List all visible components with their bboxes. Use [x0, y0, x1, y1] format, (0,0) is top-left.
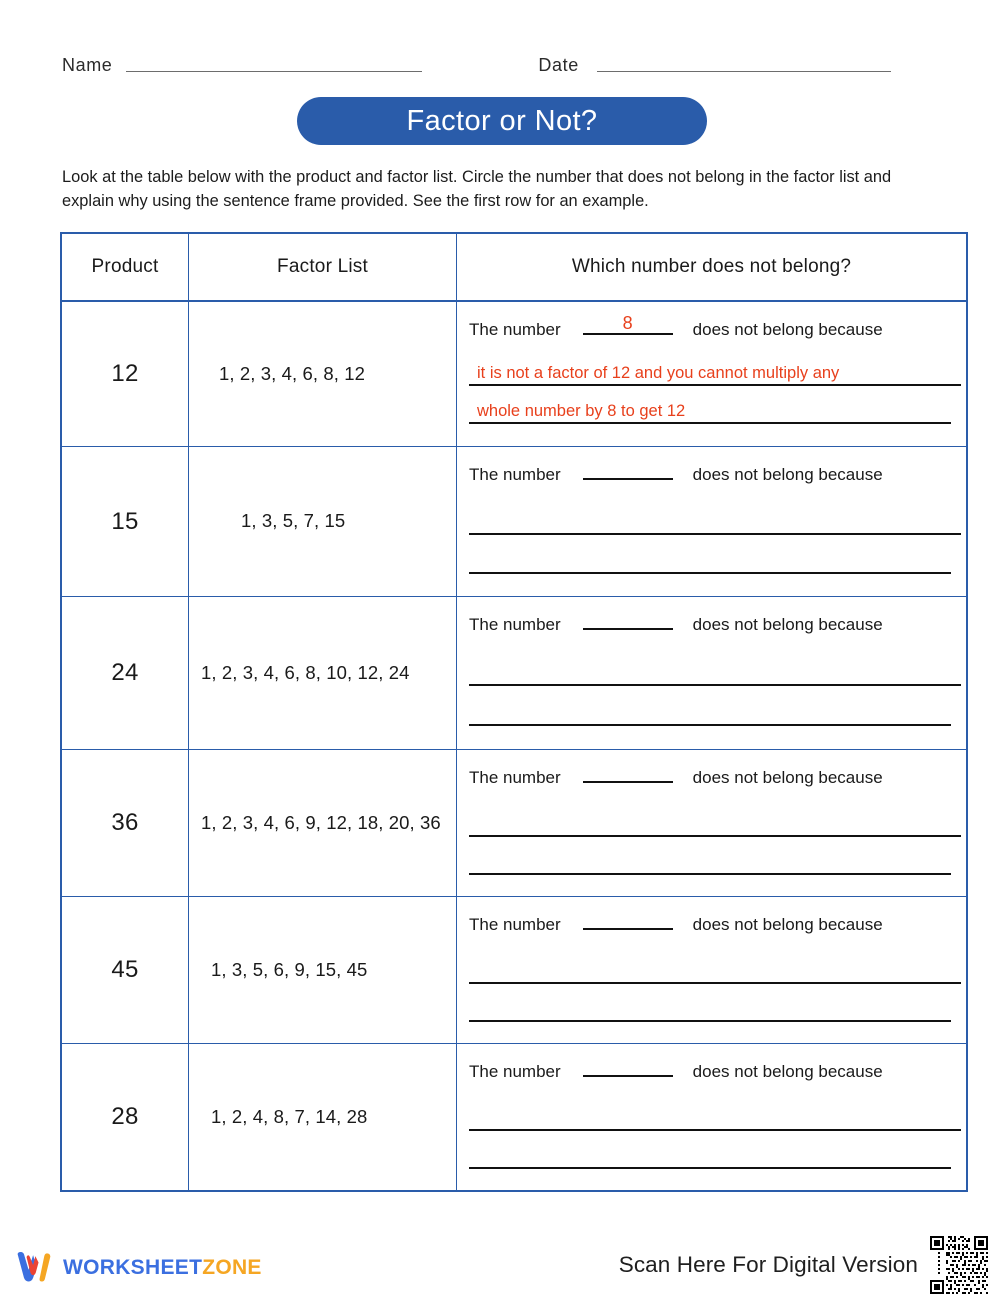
sentence-prefix: The number: [469, 915, 561, 934]
factor-list-cell: [189, 750, 457, 896]
answer-write-line[interactable]: [469, 656, 948, 686]
factor-list-cell: [189, 597, 457, 749]
answer-blank-value: 8: [622, 313, 633, 333]
answer-write-lines: [469, 647, 948, 735]
page-footer: [0, 1238, 1000, 1294]
sentence-frame: [469, 313, 948, 340]
product-cell: [62, 1044, 189, 1190]
product-value: 28: [111, 1103, 139, 1130]
answer-write-line[interactable]: [469, 992, 948, 1022]
column-header-factor-list: [189, 234, 457, 300]
sentence-frame: [469, 613, 948, 635]
answer-blank[interactable]: [583, 613, 673, 630]
answer-cell[interactable]: [457, 302, 966, 446]
worksheet-zone-logo[interactable]: [14, 1250, 262, 1284]
table-row: [62, 750, 966, 897]
sentence-frame: [469, 913, 948, 935]
answer-write-lines: [469, 800, 948, 882]
answer-rule: [469, 1167, 951, 1169]
instructions-text: Look at the table below with the product and factor list. Circle the number that does not belong in the factor list and explain why using the sentence frame provided. See the first row for an example.: [62, 168, 892, 211]
product-cell: [62, 302, 189, 446]
factor-table: [60, 232, 968, 1192]
product-cell: [62, 597, 189, 749]
answer-write-line[interactable]: [469, 544, 948, 574]
answer-rule: [469, 533, 961, 535]
sentence-suffix: does not belong because: [692, 465, 883, 484]
factor-list-value: 1, 2, 3, 4, 6, 9, 12, 18, 20, 36: [201, 811, 441, 833]
answer-cell[interactable]: [457, 1044, 966, 1190]
name-input-rule[interactable]: [126, 71, 422, 72]
sentence-prefix: The number: [469, 615, 561, 634]
table-row: [62, 447, 966, 597]
answer-write-lines: [469, 497, 948, 582]
product-value: 45: [111, 956, 139, 983]
answer-write-line[interactable]: [469, 1139, 948, 1169]
product-cell: [62, 897, 189, 1043]
answer-write-line[interactable]: [469, 807, 948, 837]
product-value: 36: [111, 809, 139, 836]
answer-rule: [469, 1020, 951, 1022]
answer-rule: [469, 572, 951, 574]
sentence-prefix: The number: [469, 320, 561, 339]
factor-list-value: 1, 2, 3, 4, 6, 8, 10, 12, 24: [201, 661, 410, 683]
factor-list-value: 1, 2, 3, 4, 6, 8, 12: [219, 362, 365, 384]
answer-cell[interactable]: [457, 447, 966, 596]
answer-rule: [469, 384, 961, 386]
factor-list-value: 1, 3, 5, 7, 15: [241, 510, 346, 532]
product-cell: [62, 750, 189, 896]
factor-list-value: 1, 2, 4, 8, 7, 14, 28: [211, 1105, 368, 1127]
answer-cell[interactable]: [457, 597, 966, 749]
sentence-frame: [469, 766, 948, 788]
column-header-product: [62, 234, 189, 300]
date-input-rule[interactable]: [597, 71, 891, 72]
sentence-suffix: does not belong because: [692, 768, 883, 787]
answer-write-line[interactable]: [469, 696, 948, 726]
answer-write-line[interactable]: [469, 954, 948, 984]
factor-list-cell: [189, 447, 457, 596]
factor-list-cell: [189, 897, 457, 1043]
answer-blank[interactable]: [583, 463, 673, 480]
product-value: 15: [111, 507, 139, 535]
answer-write-line[interactable]: [469, 845, 948, 875]
scan-prompt-text: Scan Here For Digital Version: [618, 1252, 918, 1277]
answer-write-lines: [469, 1094, 948, 1176]
answer-cell[interactable]: [457, 750, 966, 896]
factor-list-value: 1, 3, 5, 6, 9, 15, 45: [211, 958, 368, 980]
answer-line-text: whole number by 8 to get 12: [477, 401, 686, 420]
column-header-which-number-label: Which number does not belong?: [571, 256, 852, 277]
name-label: Name: [62, 55, 113, 75]
page-title: Factor or Not?: [406, 104, 598, 137]
table-row: [62, 302, 966, 447]
answer-rule: [469, 982, 961, 984]
answer-rule: [469, 724, 951, 726]
column-header-product-label: Product: [91, 256, 159, 277]
answer-blank[interactable]: [583, 1060, 673, 1077]
product-cell: [62, 447, 189, 596]
factor-list-cell: [189, 302, 457, 446]
answer-write-lines: [469, 947, 948, 1029]
answer-blank[interactable]: [583, 313, 673, 335]
sentence-suffix: does not belong because: [692, 915, 883, 934]
answer-write-line[interactable]: [469, 356, 948, 386]
product-value: 12: [111, 360, 139, 387]
answer-rule: [469, 835, 961, 837]
sentence-prefix: The number: [469, 465, 561, 484]
answer-cell[interactable]: [457, 897, 966, 1043]
worksheet-title-banner: [297, 97, 707, 145]
student-info-row: [62, 46, 938, 76]
sentence-prefix: The number: [469, 1062, 561, 1081]
column-header-which-number: [457, 234, 966, 300]
date-label: Date: [538, 55, 579, 75]
answer-write-lines: [469, 348, 948, 432]
brand-name-primary: WORKSHEET: [63, 1255, 203, 1279]
answer-blank[interactable]: [583, 766, 673, 783]
answer-line-text: it is not a factor of 12 and you cannot multiply any: [477, 363, 840, 382]
sentence-suffix: does not belong because: [692, 1062, 883, 1081]
answer-rule: [469, 873, 951, 875]
answer-write-line[interactable]: [469, 394, 948, 424]
brand-name-secondary: ZONE: [202, 1255, 262, 1279]
product-value: 24: [111, 659, 139, 686]
worksheet-zone-mark-icon: [14, 1250, 54, 1284]
answer-blank[interactable]: [583, 913, 673, 930]
brand-name: [63, 1257, 262, 1278]
sentence-suffix: does not belong because: [692, 320, 883, 339]
answer-write-line[interactable]: [469, 1101, 948, 1131]
answer-rule: [469, 684, 961, 686]
sentence-frame: [469, 463, 948, 485]
sentence-suffix: does not belong because: [692, 615, 883, 634]
answer-rule: [469, 422, 951, 424]
table-row: [62, 897, 966, 1044]
column-header-factor-list-label: Factor List: [277, 256, 368, 277]
answer-rule: [469, 1129, 961, 1131]
table-row: [62, 1044, 966, 1190]
factor-list-cell: [189, 1044, 457, 1190]
table-header-row: [62, 234, 966, 302]
table-row: [62, 597, 966, 750]
sentence-prefix: The number: [469, 768, 561, 787]
qr-code-icon[interactable]: [926, 1232, 992, 1298]
sentence-frame: [469, 1060, 948, 1082]
answer-write-line[interactable]: [469, 505, 948, 535]
